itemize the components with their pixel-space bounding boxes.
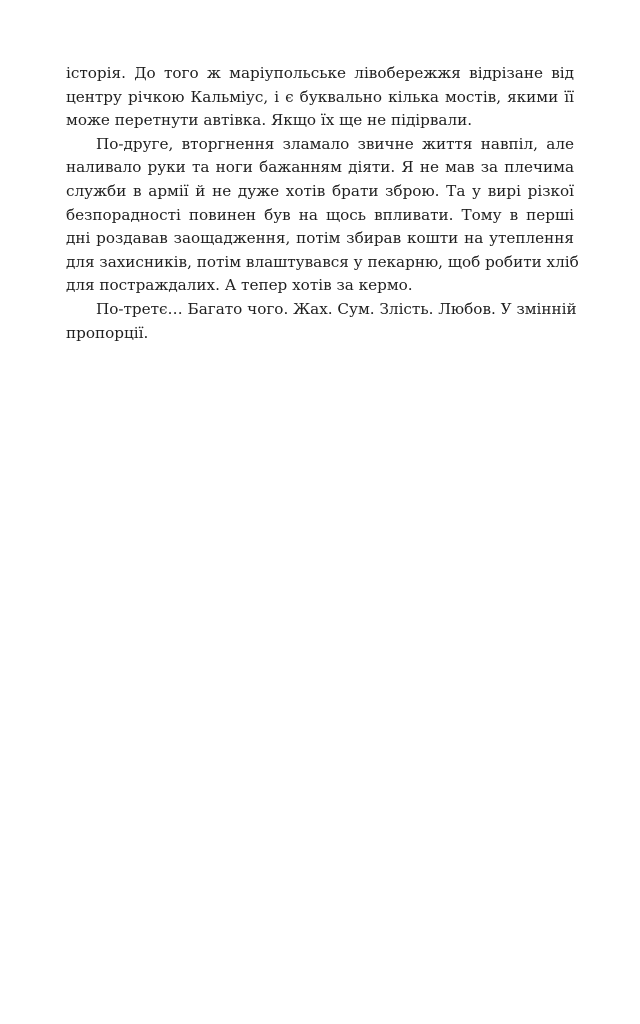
text-line: По-третє… Багато чого. Жах. Сум. Злість. Любов. У змінній	[96, 299, 577, 318]
text-line: наливало руки та ноги бажанням діяти. Я не мав за плечима	[66, 158, 574, 177]
text-line: для постраждалих. А тепер хотів за кермо.	[66, 276, 413, 295]
text-line: для захисників, потім влаштувався у пекарню, щоб робити хліб	[66, 252, 579, 271]
text-line: пропорції.	[66, 323, 149, 342]
text-line: центру річкою Кальміус, і є буквально кілька мостів, якими її	[66, 87, 574, 106]
page-text-body	[66, 62, 579, 345]
text-line: може перетнути автівка. Якщо їх ще не підірвали.	[66, 111, 473, 130]
text-line: безпорадності повинен був на щось впливати. Тому в перші	[66, 205, 574, 224]
text-line: дні роздавав заощадження, потім збирав кошти на утеплення	[66, 229, 574, 248]
paragraph-thirdly	[66, 298, 577, 345]
text-line: історія. До того ж маріупольське лівобережжя відрізане від	[66, 64, 574, 82]
paragraph-secondly	[66, 133, 579, 298]
paragraph-continued	[66, 62, 574, 133]
text-line: служби в армії й не дуже хотів брати зброю. Та у вирі різкої	[66, 181, 574, 200]
text-line: По-друге, вторгнення зламало звичне життя навпіл, але	[96, 134, 574, 153]
